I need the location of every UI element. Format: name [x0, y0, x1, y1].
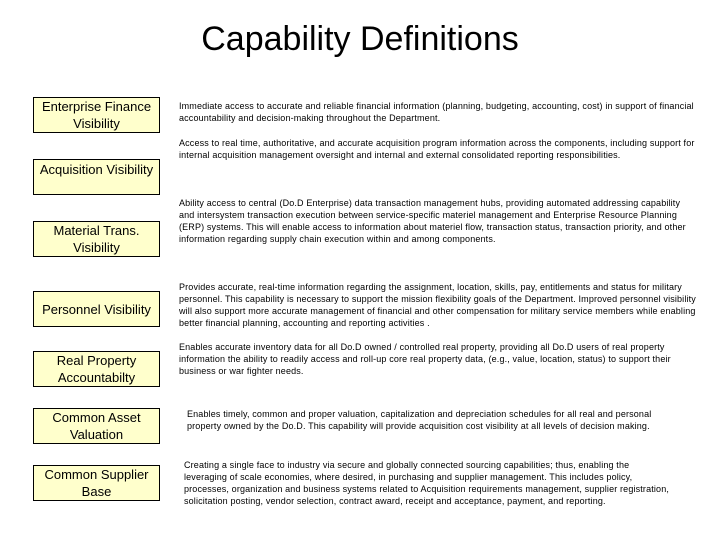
capability-box-material-trans-visibility [33, 221, 160, 257]
capability-label: Real Property Accountabilty [56, 353, 137, 385]
capability-box-common-asset-valuation [33, 408, 160, 444]
capability-description-common-asset-valuation: Enables timely, common and proper valuation, capitalization and depreciation schedules for all real and personal property owned by the Do.D. This capability will provide acquisition cost visibility at all levels of decision making. [187, 409, 652, 431]
page-title: Capability Definitions [201, 20, 519, 58]
capability-box-acquisition-visibility [33, 159, 160, 195]
capability-box-real-property-accountability [33, 351, 160, 387]
capability-description-personnel-visibility: Provides accurate, real-time information regarding the assignment, location, skills, pay, entitlements and status for military personnel. This capability is necessary to support the mission flexibility goals of the Department. Improved personnel visibility will also support more accurate management of financial and other compensation for military service members while enabling better financial planning, accounting and reporting activities . [179, 282, 696, 328]
capability-box-enterprise-finance-visibility [33, 97, 160, 133]
capability-description-common-supplier-base: Creating a single face to industry via secure and globally connected sourcing capabilities; thus, enabling the leveraging of scale economies, where desired, in purchasing and supplier management. This includes policy, processes, organization and business systems related to Acquisition requirements management, supplier registration, solicitation posting, vendor selection, contract award, receipt and acceptance, payment, and reporting. [184, 460, 669, 506]
capability-label: Material Trans. Visibility [53, 223, 140, 255]
capability-label: Acquisition Visibility [39, 162, 154, 177]
capability-box-common-supplier-base [33, 465, 160, 501]
capability-description-real-property-accountability: Enables accurate inventory data for all Do.D owned / controlled real property, providing all Do.D users of real property information the ability to readily access and roll-up core real property data, (e.g., value, location, status) to support their business or war fighter needs. [179, 342, 671, 376]
capability-label: Common Supplier Base [44, 467, 149, 499]
capability-description-enterprise-finance-visibility: Immediate access to accurate and reliable financial information (planning, budgeting, accounting, cost) in support of financial accountability and decision-making throughout the Department. [179, 101, 694, 123]
capability-description-material-trans-visibility: Ability access to central (Do.D Enterprise) data transaction management hubs, providing automated addressing capability and intersystem transaction execution between service-specific materiel management and Enterprise Resource Planning (ERP) systems. This will enable access to information about materiel flow, transaction status, transaction priority, and other information regarding supply chain execution within and among components. [179, 198, 686, 244]
capability-description-acquisition-visibility: Access to real time, authoritative, and accurate acquisition program information across the components, including support for internal acquisition management oversight and internal and external consolidated reporting responsibilities. [179, 138, 695, 160]
capability-label: Common Asset Valuation [52, 410, 141, 442]
capability-label: Personnel Visibility [42, 301, 151, 317]
capability-box-personnel-visibility [33, 291, 160, 327]
capability-label: Enterprise Finance Visibility [41, 99, 152, 131]
